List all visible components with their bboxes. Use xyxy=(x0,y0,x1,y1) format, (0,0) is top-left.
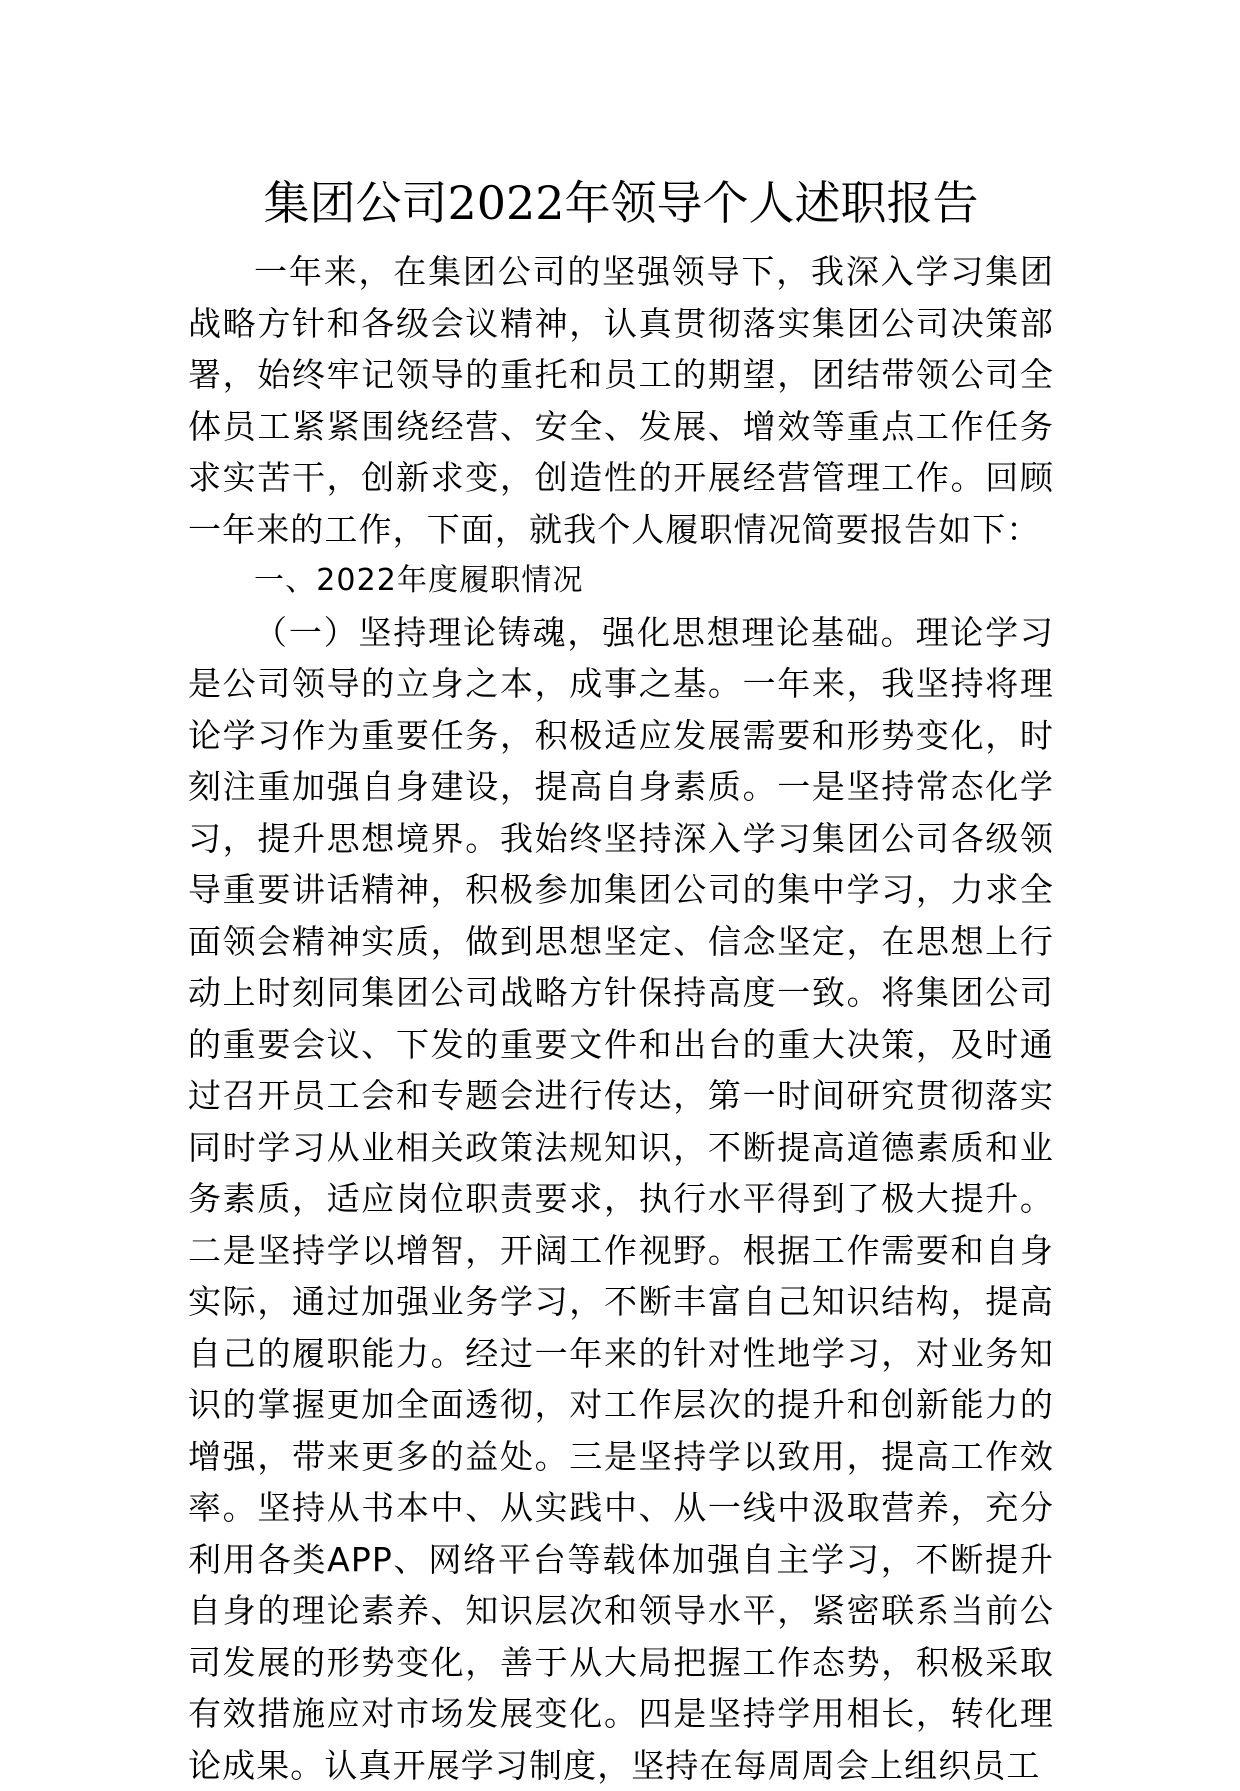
document-body xyxy=(188,246,1054,1791)
paragraph-intro: 一年来，在集团公司的坚强领导下，我深入学习集团战略方针和各级会议精神，认真贯彻落实集团公司决策部署，始终牢记领导的重托和员工的期望，团结带领公司全体员工紧紧围绕经营、安全、发展、增效等重点工作任务求实苦干，创新求变，创造性的开展经营管理工作。回顾一年来的工作，下面，就我个人履职情况简要报告如下： xyxy=(188,246,1054,555)
document-title: 集团公司2022年领导个人述职报告 xyxy=(188,168,1054,238)
section-heading: 一、2022年度履职情况 xyxy=(188,555,1054,607)
paragraph-theory-study: （一）坚持理论铸魂，强化思想理论基础。理论学习是公司领导的立身之本，成事之基。一年来，我坚持将理论学习作为重要任务，积极适应发展需要和形势变化，时刻注重加强自身建设，提高自身素质。一是坚持常态化学习，提升思想境界。我始终坚持深入学习集团公司各级领导重要讲话精神，积极参加集团公司的集中学习，力求全面领会精神实质，做到思想坚定、信念坚定，在思想上行动上时刻同集团公司战略方针保持高度一致。将集团公司的重要会议、下发的重要文件和出台的重大决策，及时通过召开员工会和专题会进行传达，第一时间研究贯彻落实同时学习从业相关政策法规知识，不断提高道德素质和业务素质，适应岗位职责要求，执行水平得到了极大提升。二是坚持学以增智，开阔工作视野。根据工作需要和自身实际，通过加强业务学习，不断丰富自己知识结构，提高自己的履职能力。经过一年来的针对性地学习，对业务知识的掌握更加全面透彻，对工作层次的提升和创新能力的增强，带来更多的益处。三是坚持学以致用，提高工作效率。坚持从书本中、从实践中、从一线中汲取营养，充分利用各类APP、网络平台等载体加强自主学习，不断提升自身的理论素养、知识层次和领导水平，紧密联系当前公司发展的形势变化，善于从大局把握工作态势，积极采取有效措施应对市场发展变化。四是坚持学用相长，转化理论成果。认真开展学习制度，坚持在每周周会上组织员工 xyxy=(188,607,1054,1791)
document-page xyxy=(188,0,1054,1754)
